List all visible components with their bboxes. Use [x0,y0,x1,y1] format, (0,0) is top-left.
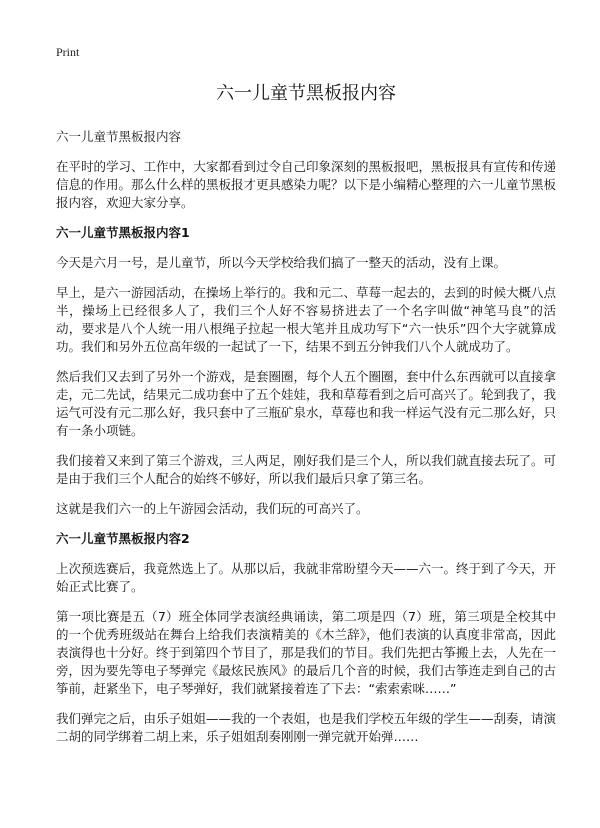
paragraph: 然后我们又去到了另外一个游戏，是套圈圈，每个人五个圈圈，套中什么东西就可以直接拿走，元二先试，结果元二成功套中了五个娃娃，我和草莓看到之后可高兴了。轮到我了，我运气可没有元二那么好，我只套中了三瓶矿泉水，草莓也和我一样运气没有元二那么好，只有一条小项链。 [56,369,557,438]
paragraph: 我们接着又来到了第三个游戏，三人两足，刚好我们是三个人，所以我们就直接去玩了。可是由于我们三个人配合的始终不够好，所以我们最后只拿了第三名。 [56,453,557,486]
intro-paragraph: 在平时的学习、工作中，大家都看到过令自己印象深刻的黑板报吧，黑板报具有宣传和传递信息的作用。那么什么样的黑板报才更具感染力呢？以下是小编精心整理的六一儿童节黑板报内容，欢迎大家分享。 [56,159,557,210]
section-1 [56,224,556,518]
print-link[interactable]: Print [56,45,80,59]
document-page [56,44,556,758]
paragraph: 早上，是六一游园活动，在操场上举行的。我和元二、草莓一起去的，去到的时候大概八点半，操场上已经很多人了，我们三个人好不容易挤进去了一个名字叫做“神笔马良”的活动，要求是八个人统一用八根绳子拉起一根大笔并且成功写下“六一快乐”四个大字就算成功。我们和另外五位高年级的一起试了一下，结果不到五分钟我们八个人就成功了。 [56,285,557,354]
paragraph: 上次预选赛后，我竟然选上了。从那以后，我就非常盼望今天——六一。终于到了今天，开始正式比赛了。 [56,561,557,594]
paragraph: 第一项比赛是五（7）班全体同学表演经典诵读，第二项是四（7）班，第三项是全校其中的一个优秀班级站在舞台上给我们表演精美的《木兰辞》，他们表演的认真度非常高，因此表演得也十分好。终于到第四个节目了，那是我们的节目。我们先把古筝搬上去，人先在一旁，因为要先等电子琴弹完《最炫民族风》的最后几个音的时候，我们古筝连走到自己的古筝前，赶紧坐下，电子琴弹好，我们就紧接着连了下去：“索索索咪……” [56,609,557,696]
paragraph: 我们弹完之后，由乐子姐姐——我的一个表姐，也是我们学校五年级的学生——刮奏，请演二胡的同学绑着二胡上来，乐子姐姐刮奏刚刚一弹完就开始弹…… [56,711,557,744]
section-2 [56,530,556,746]
section-heading: 六一儿童节黑板报内容2 [56,531,190,546]
page-subtitle: 六一儿童节黑板报内容 [56,129,182,144]
page-title: 六一儿童节黑板报内容 [216,83,396,104]
paragraph: 这就是我们六一的上午游园会活动，我们玩的可高兴了。 [56,501,369,516]
paragraph: 今天是六月一号，是儿童节，所以今天学校给我们搞了一整天的活动，没有上课。 [56,255,507,270]
section-heading: 六一儿童节黑板报内容1 [56,225,190,240]
